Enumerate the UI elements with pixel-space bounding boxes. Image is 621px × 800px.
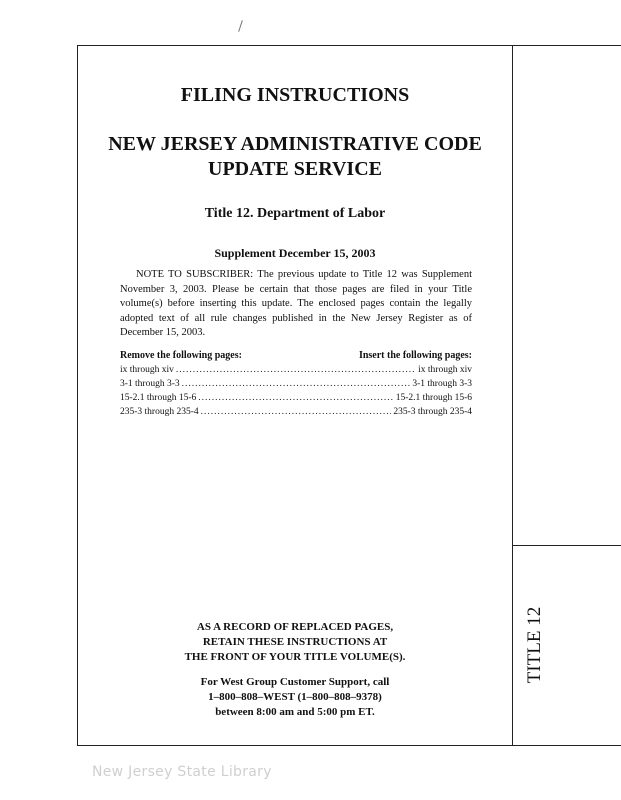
leader-dots	[176, 363, 416, 377]
support-info	[115, 675, 475, 720]
pages-table	[120, 363, 472, 419]
code-title-line1: NEW JERSEY ADMINISTRATIVE CODE	[108, 133, 482, 155]
side-tab-label: TITLE 12	[524, 606, 545, 684]
support-line1: For West Group Customer Support, call	[200, 676, 390, 688]
code-title	[85, 132, 505, 182]
support-phone: 1–800–808–WEST (1–800–808–9378)	[208, 691, 382, 703]
side-tab-top-rule	[512, 545, 621, 546]
support-hours: between 8:00 am and 5:00 pm ET.	[215, 706, 375, 718]
remove-pages: 15-2.1 through 15-6	[120, 393, 197, 403]
frame-left-rule	[77, 45, 78, 745]
record-line2: RETAIN THESE INSTRUCTIONS AT	[202, 636, 388, 648]
table-row	[120, 363, 472, 377]
insert-pages: 3-1 through 3-3	[412, 379, 472, 389]
remove-pages: ix through xiv	[120, 365, 174, 375]
insert-header: Insert the following pages:	[358, 350, 472, 361]
table-row	[120, 405, 472, 419]
leader-dots	[198, 391, 393, 405]
record-line3: THE FRONT OF YOUR TITLE VOLUME(S).	[184, 651, 406, 663]
frame-right-rule	[512, 45, 513, 745]
remove-pages: 3-1 through 3-3	[120, 379, 180, 389]
pen-mark	[238, 20, 243, 32]
insert-pages: 15-2.1 through 15-6	[395, 393, 472, 403]
insert-pages: ix through xiv	[418, 365, 472, 375]
leader-dots	[201, 405, 392, 419]
frame-top-rule	[77, 45, 621, 46]
subscriber-note: NOTE TO SUBSCRIBER: The previous update to Title 12 was Supplement November 3, 2003. Please be certain that those pages are filed in your Title volume(s) before inserting this update. The enclosed pages contain the legally adopted text of all rule changes published in the New Jersey Register as of December 15, 2003.	[120, 269, 472, 338]
insert-pages: 235-3 through 235-4	[393, 407, 472, 417]
library-watermark: New Jersey State Library	[92, 764, 272, 780]
supplement-date: Supplement December 15, 2003	[214, 246, 376, 260]
leader-dots	[182, 377, 411, 391]
code-title-line2: UPDATE SERVICE	[208, 158, 382, 180]
title-section: Title 12. Department of Labor	[204, 206, 386, 221]
page-title: FILING INSTRUCTIONS	[180, 84, 410, 106]
table-row	[120, 391, 472, 405]
record-instructions	[115, 620, 475, 665]
side-tab-bottom-rule	[512, 745, 621, 746]
table-row	[120, 377, 472, 391]
remove-pages: 235-3 through 235-4	[120, 407, 199, 417]
remove-header: Remove the following pages:	[120, 350, 242, 361]
record-line1: AS A RECORD OF REPLACED PAGES,	[196, 621, 394, 633]
